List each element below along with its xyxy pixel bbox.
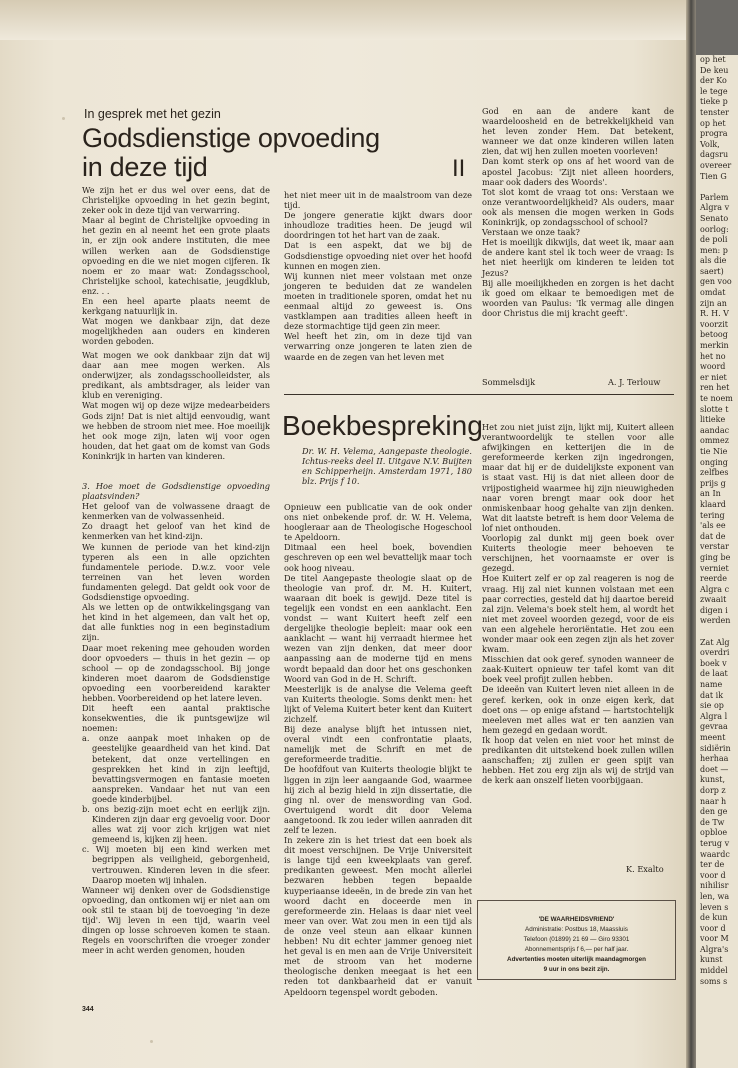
paragraph: De ideeën van Kuitert leven niet alleen in de geref. kerken, ook in onze eigen kerk, dat doet ons — op enige afstand — hartstochtelijk meeleven met alles wat er ten aanzien van hem gezegd en gedaan wordt. <box>482 684 674 735</box>
adjacent-page-line: dat ik <box>700 690 724 700</box>
binding-gutter <box>686 0 696 1068</box>
ad-deadline-time: 9 uur in ons bezit zijn. <box>543 966 610 973</box>
paragraph: Wij kunnen niet meer volstaan met onze jongeren te beduiden dat ze wandelen moeten in traditionele sporen, omdat het nu eenmaal altijd zo geweest is. Ons vastklampen aan tradities alleen heeft in deze stormachtige tijd geen zin meer. <box>284 270 472 332</box>
article1-column3 <box>482 106 674 318</box>
paragraph: Verstaan we onze taak? <box>482 227 580 238</box>
adjacent-page-line: Algra l <box>700 711 728 721</box>
article1-author: A. J. Terlouw <box>608 377 661 387</box>
review-author: K. Exalto <box>626 864 664 874</box>
adjacent-page-line: ging be <box>700 552 731 562</box>
adjacent-page-line: dagsru <box>700 150 729 160</box>
adjacent-page-line: tieke p <box>700 97 728 107</box>
paragraph: Het is moeilijk dikwijls, dat weet ik, maar aan de andere kant stel ik toch weer de vraag: Is het niet heerlijk om kinderen te leiden tot Jezus? <box>482 237 674 278</box>
adjacent-page-line <box>696 182 738 193</box>
paragraph: Ditmaal een heel boek, bovendien geschreven op een wel bevattelijk maar toch ook hoog niveau. <box>284 542 472 573</box>
adjacent-page-line: dat de <box>700 531 726 541</box>
paragraph: Dan komt sterk op ons af het woord van de apostel Jacobus: 'Zijt niet alleen hoorders, maar ook daders des Woords'. <box>482 156 674 187</box>
adjacent-page-line: voor d <box>700 923 726 933</box>
review-column1 <box>284 502 472 997</box>
paragraph: Dat is een aspekt, dat we bij de Godsdienstige opvoeding niet over het hoofd kunnen en mogen zien. <box>284 240 472 271</box>
paragraph: En een heel aparte plaats neemt de kerkgang natuurlijk in. <box>82 296 270 317</box>
article1-column1b <box>82 350 270 461</box>
adjacent-page-line: meent <box>700 733 726 742</box>
paragraph: God en aan de andere kant de waardeloosheid en de betrekkelijkheid van het leven zonder Hem. Dat betekent, wanneer we dat onze kinderen willen laten zien, dat wij hen zullen moeten voorleven! <box>482 106 674 157</box>
paragraph: Bij deze analyse blijft het intussen niet, overal vindt een confrontatie plaats, namelijk met de Schrift en met de gereformeerde traditie. <box>284 724 472 765</box>
publisher-name: 'DE WAARHEIDSVRIEND' <box>538 916 615 923</box>
review-column2 <box>482 422 674 785</box>
adjacent-page-line: litieke <box>700 415 726 425</box>
publisher-address: Administratie: Postbus 18, Maassluis <box>525 926 628 933</box>
adjacent-page-line <box>696 627 738 638</box>
adjacent-page-line: an In <box>700 489 721 499</box>
adjacent-page-line: zijn an <box>700 298 727 308</box>
adjacent-page-line: terug v <box>700 838 730 848</box>
paragraph: Maar al begint de Christelijke opvoeding in het gezin en al neemt het een grote plaats in, er zijn ook andere instituten, die mee willen werken aan de Godsdienstige opvoeding en die we niet mogen cijferen. Ik noem er zo maar wat: Zondagsschool, Christelijke school, katechisatie, jeugdklub, enz. . . <box>82 215 270 296</box>
paragraph: Daar moet rekening mee gehouden worden door opvoeders — thuis in het gezin — op school — op de zondagsschool. Bij jonge kinderen moet daarom de Godsdienstige opvoeding een voorbereidend karakter hebben. Voorbereidend op het latere leven. <box>82 642 270 703</box>
paragraph: Wanneer wij denken over de Godsdienstige opvoeding, dan ontkomen wij er niet aan om ook stil te staan bij de toevoeging 'in deze tijd'. Wij leven in een tijd, waarin veel dingen op losse schroeven komen te staan. Regels en voorschriften die vroeger zonder meer in acht werden genomen, houden <box>82 884 270 956</box>
adjacent-page-line: te noem <box>700 394 733 403</box>
paragraph: Hoe Kuitert zelf er op zal reageren is nog de vraag. Hij zal niet kunnen volstaan met een paar correcties, gesteld dat hij daartoe bereid zal zijn. Velema's boek stelt hem, al wordt het niet met zoveel woorden gezegd, voor de eis van een algehele heroriëntatie. Het zou een wonder maar ook een zegen zijn als het zover kwam. <box>482 573 674 655</box>
paragraph: Meesterlijk is de analyse die Velema geeft van Kuiterts theologie. Soms denkt men: het lijkt of Velema Kuitert beter kent dan Kuitert zichzelf. <box>284 683 472 724</box>
publisher-info-box <box>477 900 676 980</box>
adjacent-page-line: op het <box>700 118 726 128</box>
adjacent-page-line: le tege <box>700 86 728 96</box>
adjacent-page-line: len, wa <box>700 891 730 901</box>
paper-spot <box>62 117 65 120</box>
adjacent-page-line: prijs g <box>700 478 726 488</box>
adjacent-page-line: als die <box>700 256 727 266</box>
adjacent-page-line: onging <box>700 457 728 467</box>
adjacent-page-line: er niet <box>700 372 727 382</box>
adjacent-page-line: overdri <box>700 648 730 658</box>
adjacent-page-line: Algra c <box>700 584 730 594</box>
review-title: Boekbespreking <box>282 410 483 441</box>
adjacent-page-line: ren het <box>700 383 730 393</box>
adjacent-page-line: gevraa <box>700 722 728 732</box>
adjacent-page-line: waardc <box>700 849 730 859</box>
adjacent-page-line: nihilisr <box>700 881 729 891</box>
adjacent-page-line: aandac <box>700 425 730 435</box>
article1-column1 <box>82 185 270 347</box>
paragraph: Opnieuw een publicatie van de ook onder ons niet onbekende prof. dr. W. H. Velema, hoogleraar aan de Theologische Hogeschool te Apeldoorn. <box>284 502 472 543</box>
adjacent-page-line: de poli <box>700 235 728 245</box>
adjacent-page-line: saert) <box>700 266 724 276</box>
adjacent-page-line: 'als ee <box>700 521 726 531</box>
adjacent-page-line: Tien G <box>700 171 727 181</box>
adjacent-page-line: oorlog: <box>700 224 729 234</box>
article-kicker: In gesprek met het gezin <box>84 107 221 121</box>
adjacent-page-line: sidiërin <box>700 743 731 753</box>
article-part-number: II <box>452 155 466 182</box>
adjacent-page-line: overeer <box>700 160 732 170</box>
adjacent-page-line: slotte t <box>700 404 729 414</box>
adjacent-page-line: opbloe <box>700 828 728 838</box>
adjacent-page-line: Senato <box>700 213 729 223</box>
adjacent-page-line: herhaa <box>700 754 729 764</box>
paragraph: In zekere zin is het triest dat een boek als dit moest verschijnen. De Vrije Universiteit is lange tijd een kweekplaats van geref. predikanten geweest. Men mocht allerlei bezwaren hebben tegen bepaalde kuyperiaanse ideeën, in de brede zin van het woord dacht en doceerde men in gereformeerde zin. Helaas is daar niet veel meer van over. Wat zou men in een tijd als de onze veel steun aan elkaar kunnen hebben! Nu dit echter jammer genoeg niet het geval is en men aan de Vrije Universiteit met de stroom van het moderne theologische denken meegaat is het een reden tot dankbaarheid dat er vanuit Apeldoorn tegenspel wordt geboden. <box>284 835 472 997</box>
article-title-line1: Godsdienstige opvoeding <box>82 123 380 153</box>
subscription-price: Abonnementsprijs f 6,— per half jaar. <box>524 946 629 953</box>
list-item: a. onze aanpak moet inhaken op de geestelijke geaardheid van het kind. Dat betekent, dat onze vertellingen en gesprekken het kind in zijn leeftijd, bevattingsvermogen en fantasie moeten aanspreken. Vandaar het nut van een goede kinderbijbel. <box>82 733 270 804</box>
adjacent-page-line: het no <box>700 351 726 361</box>
article-title <box>82 124 380 182</box>
adjacent-page-line: den ge <box>700 807 728 817</box>
adjacent-page-line: De keu <box>700 65 729 75</box>
adjacent-page-line: tering <box>700 510 725 520</box>
paragraph: Wat mogen we ook dankbaar zijn dat wij daar aan mee mogen werken. Als onderwijzer, als zondagsschoolleidster, als predikant, als ambtsdrager, als leider van klub en vereniging. <box>82 350 270 401</box>
adjacent-page-line: voor M <box>700 934 729 944</box>
adjacent-page <box>696 55 738 1068</box>
paragraph: Bij alle moeilijkheden en zorgen is het dacht ik goed om elkaar te bemoedigen met de woorden van Paulus: 'Ik vermag alle dingen door Christus die mij kracht geeft'. <box>482 277 674 318</box>
paragraph: De titel Aangepaste theologie slaat op de theologie van prof. dr. M. H. Kuitert, waaraan dit boek is gewijd. Deze titel is tegelijk een vondst en een aanklacht. Een vondst — want Kuitert heeft zelf een dergelijke theologie bepleit: maar ook een aanklacht — want hij verraadt hiermee het wezen van zijn denken, dat meer door aanpassing aan de moderne tijd en mens wordt bepaald dan door het ons geschonken Woord van God in de H. Schrift. <box>284 572 472 684</box>
list-item: b. ons bezig-zijn moet echt en eerlijk zijn. Kinderen zijn daar erg gevoelig voor. Door alles wat zij voor zich krijgen wat niet gemeend is, kijken zij heen. <box>82 804 270 845</box>
adjacent-page-line: tie Nie <box>700 446 728 456</box>
page-edge-shadow <box>0 0 688 40</box>
publisher-phone: Telefoon (01899) 21 69 — Giro 93301 <box>523 936 630 943</box>
paragraph: De jongere generatie kijkt dwars door inhoudloze tradities heen. De jeugd wil doordringen tot het hart van de zaak. <box>284 210 472 241</box>
adjacent-page-line: progra <box>700 129 728 139</box>
article1-column1c <box>82 481 270 955</box>
ad-deadline: Advertenties moeten uiterlijk maandagmorgen <box>507 956 646 963</box>
paragraph: Wat mogen we dankbaar zijn, dat deze mogelijkheden aan ouders en kinderen worden geboden. <box>82 316 270 347</box>
page-number: 344 <box>82 1006 94 1013</box>
adjacent-page-line: name <box>700 680 723 690</box>
section-heading: 3. Hoe moet de Godsdienstige opvoeding plaatsvinden? <box>82 481 270 502</box>
adjacent-page-line: de laat <box>700 669 728 679</box>
article-title-line2: in deze tijd <box>82 152 208 182</box>
adjacent-page-line: voorzit <box>700 319 728 329</box>
paragraph: Zo draagt het geloof van het kind de kenmerken van het kind-zijn. <box>82 521 270 542</box>
adjacent-page-line: doet — <box>700 764 729 774</box>
adjacent-page-line: Zat Alg <box>700 637 730 647</box>
adjacent-page-line: tenster <box>700 107 729 117</box>
adjacent-page-line: dorp z <box>700 785 726 795</box>
adjacent-page-line: kunst, <box>700 775 726 785</box>
adjacent-page-line: op het <box>700 55 726 64</box>
paragraph: Wat mogen wij op deze wijze medearbeiders Gods zijn! Dat is niet altijd eenvoudig, want we hebben de stroom niet mee. Hoe moeilijk het ook moge zijn, laten wij voor ogen houden, dat het gaat om de komst van Gods Koninkrijk in harten van kinderen. <box>82 400 270 461</box>
adjacent-page-line: kunst <box>700 955 723 965</box>
paragraph: Ik hoop dat velen en niet voor het minst de predikanten dit uitstekend boek zullen willen aanschaffen; zij zullen er geen spijt van hebben. Het zou erg zijn als wij de strijd van de kerk aan onszelf lieten voorbijgaan. <box>482 734 674 786</box>
adjacent-page-line: betoog <box>700 330 728 340</box>
paragraph: We zijn het er dus wel over eens, dat de Christelijke opvoeding in het gezin begint, zeker ook in deze tijd van verwarring. <box>82 185 270 216</box>
paragraph: Voorlopig zal dunkt mij geen boek over Kuiterts theologie meer behoeven te verschijnen, het voornaamste er over is gezegd. <box>482 533 674 574</box>
list-item: c. Wij moeten bij een kind werken met begrippen als veiligheid, geborgenheid, vertrouwen. Kinderen leven in die sfeer. Daarop moeten wij inhalen. <box>82 844 270 885</box>
divider <box>284 394 674 395</box>
adjacent-page-line: digen i <box>700 605 728 615</box>
adjacent-page-line: woord <box>700 362 726 372</box>
adjacent-page-line: sie op <box>700 701 724 711</box>
adjacent-page-line: der Ko <box>700 76 727 86</box>
adjacent-page-line: klaard <box>700 499 726 509</box>
paragraph: Als we letten op de ontwikkelingsgang van het kind in het algemeen, dan valt het op, dat alle funkties nog in een beginstadium zijn. <box>82 602 270 643</box>
adjacent-page-line: Algra v <box>700 203 730 213</box>
adjacent-page-line: ommez <box>700 436 729 446</box>
review-citation: Dr. W. H. Velema, Aangepaste theologie. Ichtus-reeks deel II. Uitgave N.V. Buijten en Schipperheijn. Amsterdam 1971, 180 blz. Prijs f 10. <box>302 446 472 487</box>
adjacent-page-line: men: p <box>700 245 728 255</box>
adjacent-page-line: de kun <box>700 913 728 923</box>
paragraph: De hoofdfout van Kuiterts theologie blijkt te liggen in zijn leer aangaande God, waarmee hij zich al bezig hield in zijn dissertatie, die ging nl. over de menswording van God. Overtuigend wordt dit door Velema aangetoond. Ik zou ieder willen aanraden dit zelf te lezen. <box>284 764 472 835</box>
paragraph: Het zou niet juist zijn, lijkt mij, Kuitert alleen verantwoordelijk te stellen voor alle afwijkingen en ketterijen die in de gereformeerde kerken zijn ingedrongen, maar dat hij er de duidelijkste exponent van is staat vast. Hij is dat niet alleen door de vrijpostigheid waarmee hij zijn nieuwigheden naar voren brengt maar ook door het onmiskenbaar hoog gehalte van zijn denken. Wat dit laatste betreft is hem door Velema de lof niet onthouden. <box>482 422 674 533</box>
adjacent-page-line: Algra's <box>700 944 729 954</box>
adjacent-page-line: leven s <box>700 902 729 912</box>
adjacent-page-line: omdat <box>700 288 726 298</box>
article1-column2 <box>284 190 472 362</box>
adjacent-page-line: werden <box>700 616 731 626</box>
adjacent-page-line: merkin <box>700 341 729 351</box>
adjacent-page-line: middel <box>700 966 728 976</box>
adjacent-page-line: verniet <box>700 563 729 573</box>
adjacent-page-line: voor d <box>700 870 726 880</box>
paragraph: het niet meer uit in de maalstroom van deze tijd. <box>284 190 472 211</box>
paragraph: Tot slot komt de vraag tot ons: Verstaan we onze verantwoordelijkheid? Als ouders, maar ook als mensen die mogen werken in Gods Koninkrijk, op zondagsschool of school? <box>482 186 674 228</box>
adjacent-page-line: zwaait <box>700 595 727 605</box>
adjacent-page-line: gen voo <box>700 277 732 287</box>
adjacent-page-line: verstar <box>700 542 729 552</box>
paragraph: Misschien dat ook geref. synoden wanneer de zaak-Kuitert opnieuw ter tafel komt van dit boek veel profijt zullen hebben. <box>482 654 674 685</box>
paper-spot <box>150 1040 153 1043</box>
adjacent-page-line: ter de <box>700 860 725 870</box>
adjacent-page-line: de Tw <box>700 817 725 827</box>
paragraph: We kunnen de periode van het kind-zijn typeren als een in alle opzichten fundamentele periode. D.w.z. voor vele terreinen van het leven worden fundamenten gelegd. Dat geldt ook voor de Godsdienstige opvoeding. <box>82 541 270 603</box>
adjacent-page-line: R. H. V <box>700 309 729 319</box>
adjacent-page-line: Volk, <box>700 139 720 149</box>
adjacent-page-line: naar h <box>700 796 727 806</box>
paragraph: Dit heeft een aantal praktische konsekwenties, die ik puntsgewijze wil noemen: <box>82 703 270 734</box>
paragraph: Het geloof van de volwassene draagt de kenmerken van de volwassenheid. <box>82 501 270 522</box>
adjacent-page-line: boek v <box>700 658 727 668</box>
adjacent-page-line: zelfbes <box>700 468 729 478</box>
adjacent-page-line: soms s <box>700 976 728 986</box>
article1-place: Sommelsdijk <box>482 377 536 387</box>
adjacent-page-line: Parlem <box>700 192 729 202</box>
adjacent-page-line: reerde <box>700 574 727 584</box>
paragraph: Wel heeft het zin, om in deze tijd van verwarring onze jongeren te laten zien de waarde en de zegen van het leven met <box>284 331 472 362</box>
